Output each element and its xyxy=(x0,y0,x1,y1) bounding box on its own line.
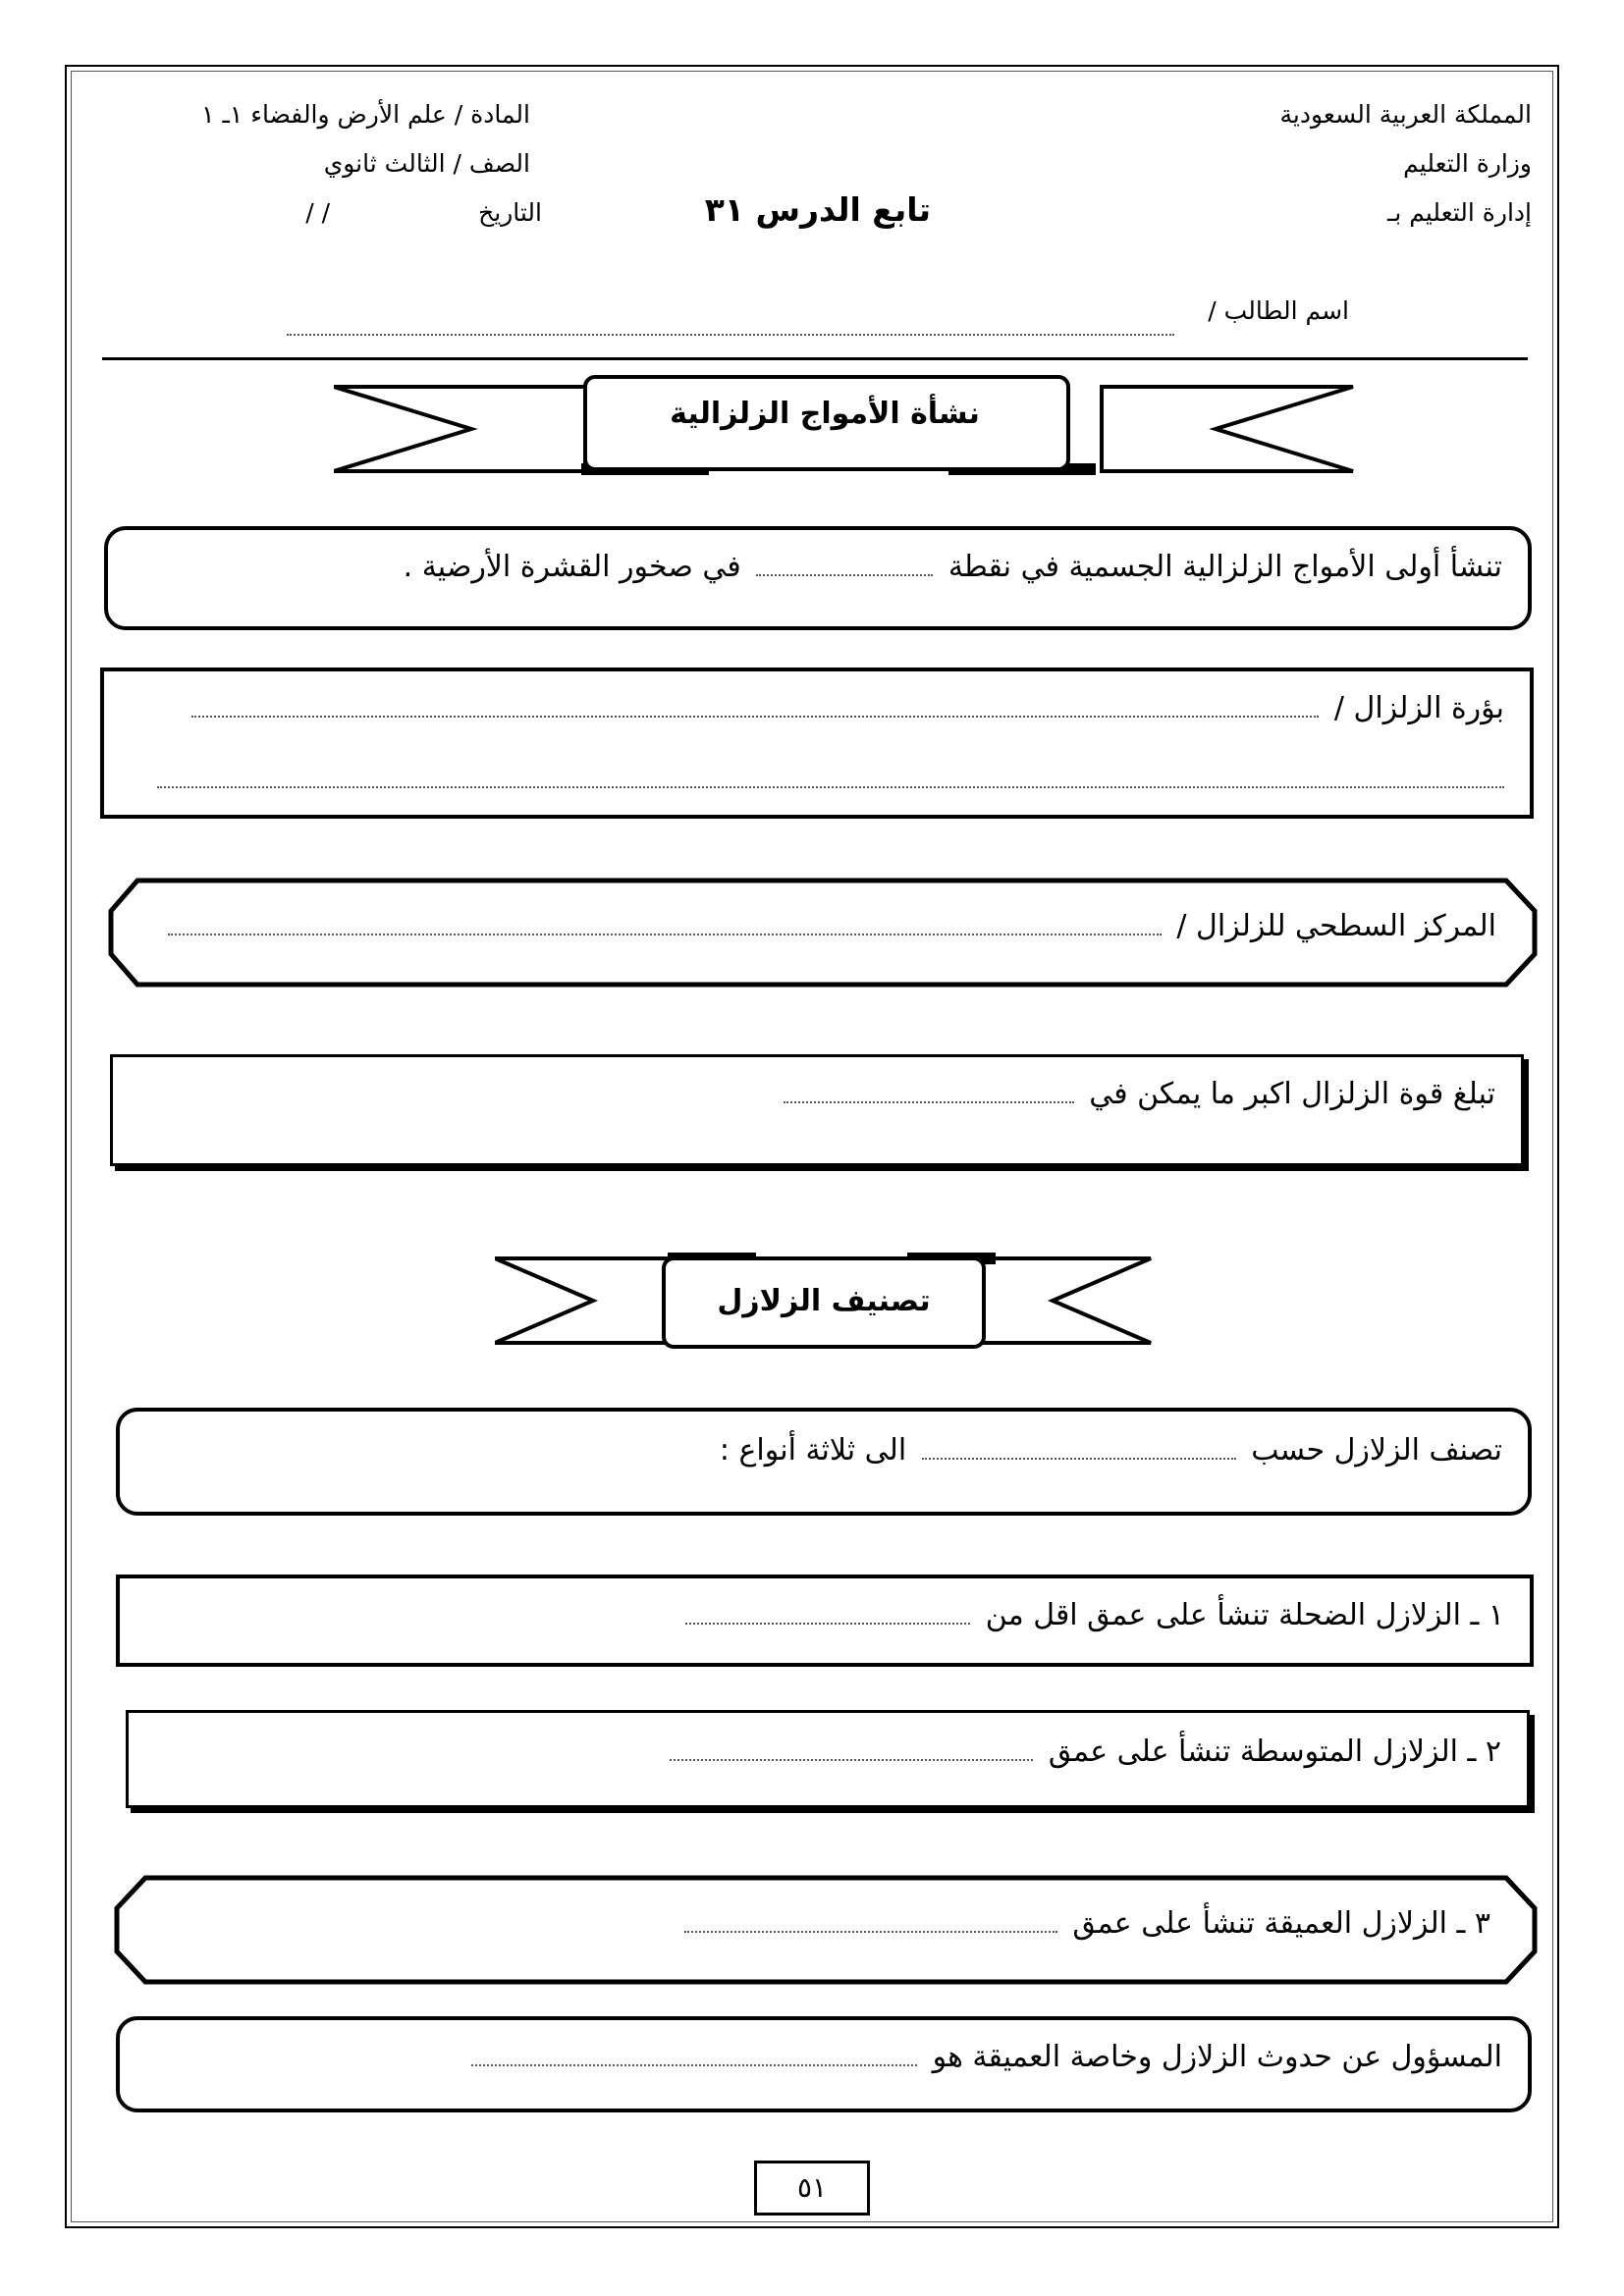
kingdom-label: المملكة العربية السعودية xyxy=(1279,100,1532,129)
q-shallow-text: ١ ـ الزلازل الضحلة تنشأ على عمق اقل من xyxy=(985,1598,1504,1632)
q-max-strength-box xyxy=(110,1054,1524,1166)
section1-title: نشأة الأمواج الزلزالية xyxy=(670,397,980,431)
q-medium-text: ٢ ـ الزلازل المتوسطة تنشأ على عمق xyxy=(1048,1735,1501,1769)
q-max-strength-label: تبلغ قوة الزلزال اكبر ما يمكن في xyxy=(1089,1077,1495,1111)
q-focus-point-row xyxy=(404,550,1502,584)
q-classification-text-2: الى ثلاثة أنواع : xyxy=(719,1433,907,1468)
q-deep-row xyxy=(678,1906,1490,1941)
q-max-strength-blank[interactable] xyxy=(784,1101,1074,1103)
q-focus-blank-2-wrap[interactable] xyxy=(157,774,1504,792)
q-classification-blank[interactable] xyxy=(922,1458,1236,1460)
section2-title: تصنيف الزلازل xyxy=(717,1284,931,1318)
q-deep-text: ٣ ـ الزلازل العميقة تنشأ على عمق xyxy=(1072,1906,1490,1941)
q-responsible-row xyxy=(465,2040,1502,2074)
q-classification-text-1: تصنف الزلازل حسب xyxy=(1251,1433,1502,1468)
q-epicenter-blank[interactable] xyxy=(168,934,1162,935)
q-responsible-text: المسؤول عن حدوث الزلازل وخاصة العميقة هو xyxy=(932,2040,1502,2074)
q-responsible-box xyxy=(116,2016,1532,2112)
subject-label: المادة / علم الأرض والفضاء ١ـ ١ xyxy=(201,100,530,129)
student-name-label: اسم الطالب / xyxy=(1208,296,1349,325)
q-epicenter-label: المركز السطحي للزلزال / xyxy=(1176,909,1496,943)
q-deep-blank[interactable] xyxy=(684,1931,1057,1933)
date-slashes: / / xyxy=(305,198,330,227)
lesson-title: تابع الدرس ٣١ xyxy=(704,190,931,229)
page-number: ٥١ xyxy=(754,2161,870,2216)
admin-label: إدارة التعليم بـ xyxy=(1387,198,1532,227)
q-shallow-row xyxy=(679,1598,1504,1632)
q-focus-point-blank[interactable] xyxy=(756,574,933,576)
q-focus-point-text-2: في صخور القشرة الأرضية . xyxy=(403,550,741,584)
q-medium-blank[interactable] xyxy=(670,1759,1033,1761)
q-focus-box xyxy=(100,667,1534,819)
q-medium-row xyxy=(664,1735,1501,1769)
header-divider xyxy=(102,357,1528,360)
q-epicenter-row xyxy=(162,909,1496,943)
q-responsible-blank[interactable] xyxy=(471,2064,917,2066)
q-max-strength-row xyxy=(778,1077,1495,1111)
q-medium-box xyxy=(126,1710,1530,1808)
q-focus-point-text-1: تنشأ أولى الأمواج الزلزالية الجسمية في نقطة xyxy=(947,550,1502,584)
date-label: التاريخ xyxy=(478,198,542,227)
q-classification-row xyxy=(720,1433,1502,1468)
q-focus-row xyxy=(186,691,1504,725)
q-classification-box xyxy=(116,1408,1532,1516)
q-shallow-blank[interactable] xyxy=(685,1623,970,1625)
ministry-label: وزارة التعليم xyxy=(1403,149,1532,178)
student-name-field[interactable] xyxy=(287,321,1174,340)
q-focus-blank-1[interactable] xyxy=(191,716,1319,718)
grade-label: الصف / الثالث ثانوي xyxy=(323,149,530,178)
q-focus-label: بؤرة الزلزال / xyxy=(1333,691,1504,725)
q-focus-point-box xyxy=(104,526,1532,630)
q-shallow-box xyxy=(116,1575,1534,1667)
